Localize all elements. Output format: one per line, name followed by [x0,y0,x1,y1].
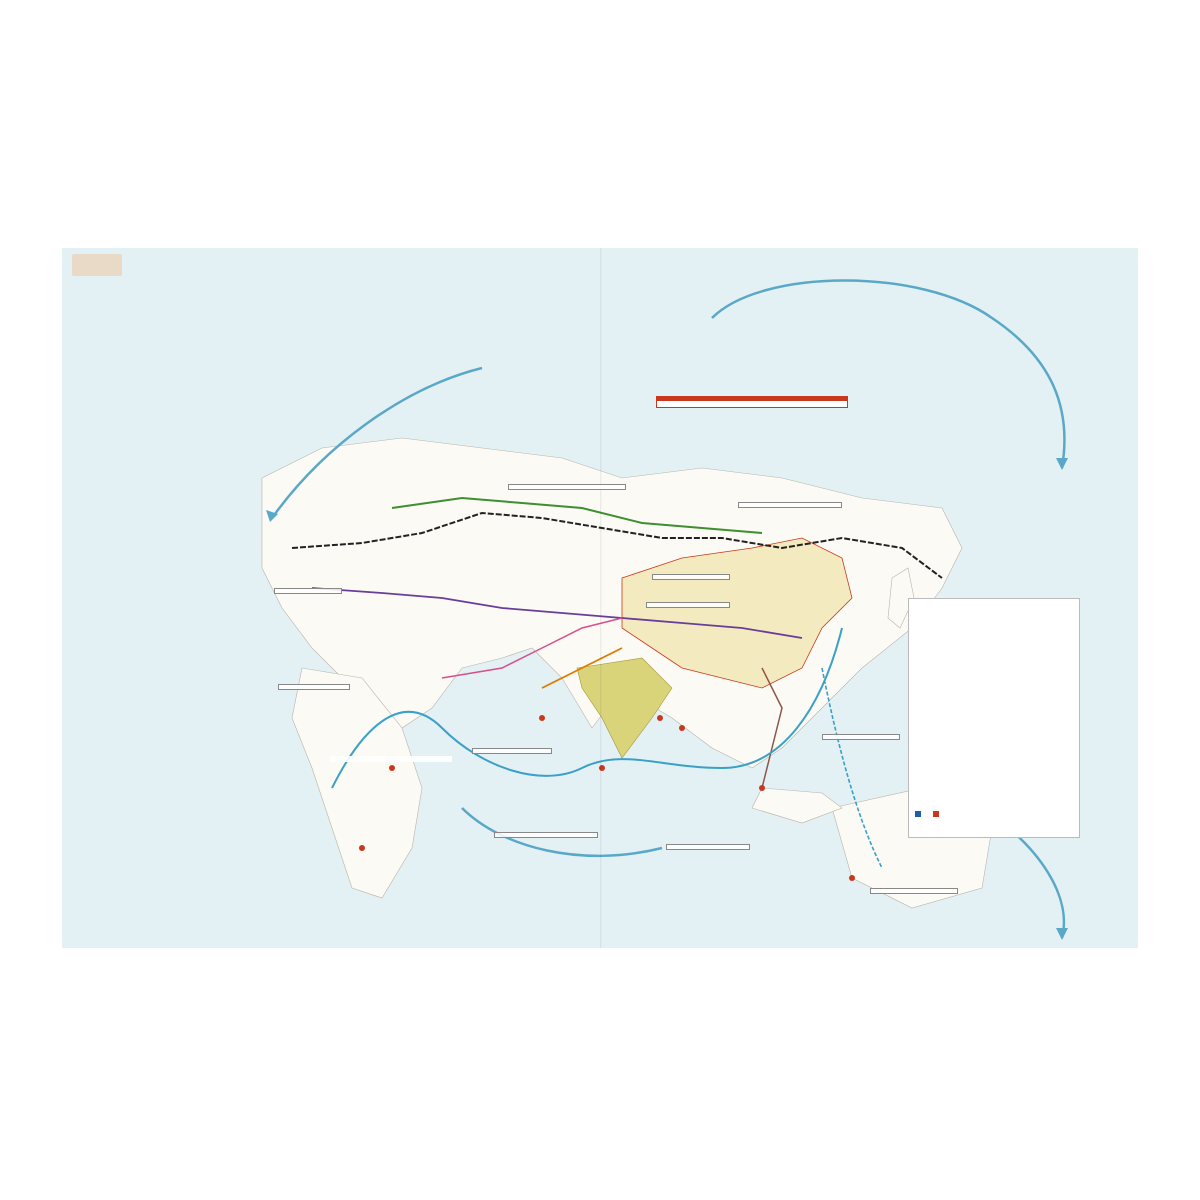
map-callout [652,574,730,580]
legend-us-swatch [915,811,921,817]
port-djibouti [389,765,395,771]
world-map-thumbnail [72,254,122,276]
port-kyaukpyu [679,725,685,731]
magazine-spread [62,248,1138,948]
map-callout [508,484,626,490]
map-callout [472,748,552,754]
map-callout [822,734,900,740]
chart-heading [909,599,1079,615]
legend-us [915,811,923,818]
map-callout [870,888,958,894]
map-callout [274,588,342,594]
map-callout-dated [646,602,730,608]
map-callout [666,844,750,850]
chart-plot [909,639,1079,809]
page-fold [600,248,602,948]
legend-china [933,811,941,818]
port-darwin [849,875,855,881]
belt-road-infobox [656,396,848,408]
legend-china-swatch [933,811,939,817]
map-callout [494,832,598,838]
series-header [72,254,128,276]
map-callout [738,502,842,508]
chart-legend [915,811,941,818]
infobox-body [657,401,847,407]
map-callout [278,684,350,690]
column-right [874,310,1114,314]
port-chittagong [657,715,663,721]
naval-comparison-chart [908,598,1080,838]
port-gwadar [539,715,545,721]
map-legend [330,756,452,762]
port-singapore [759,785,765,791]
port-mombasa [359,845,365,851]
